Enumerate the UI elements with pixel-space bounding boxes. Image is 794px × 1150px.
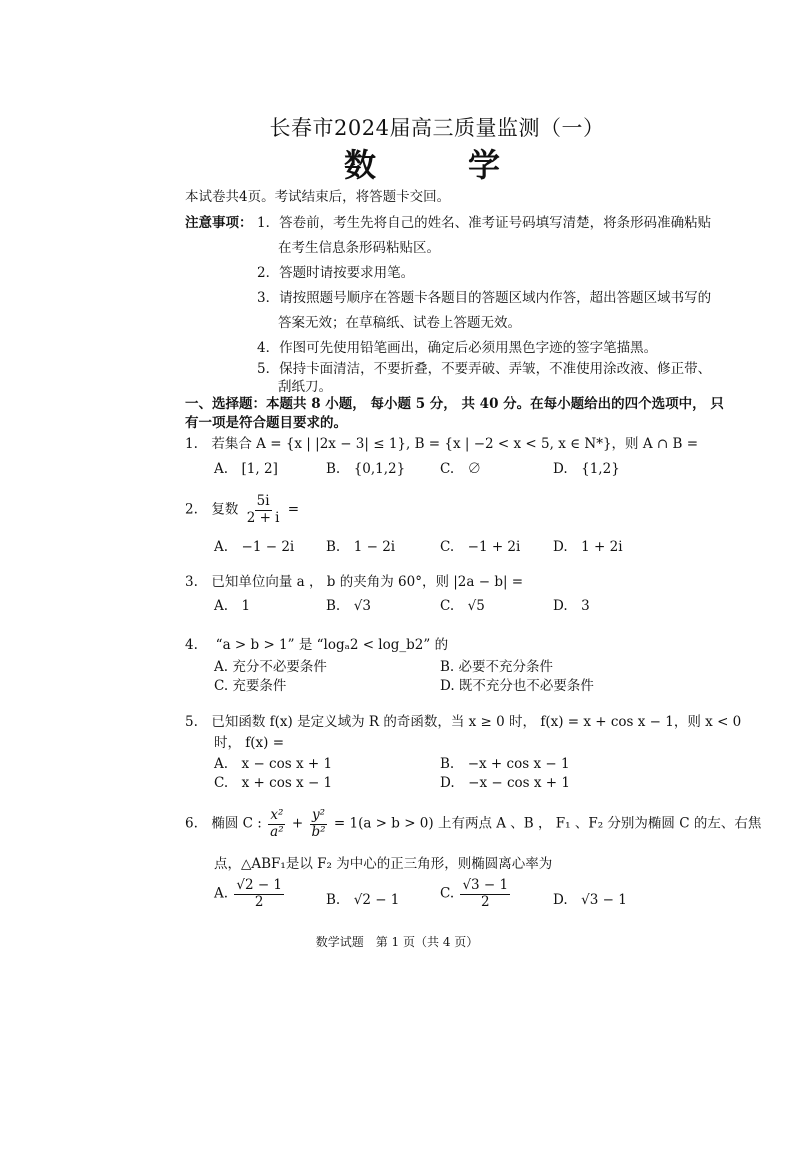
question-3-stem: 3. 已知单位向量 a ， b 的夹角为 60°，则 |2a − b| = <box>185 574 524 590</box>
question-2-fraction-numerator: 5i <box>256 493 270 509</box>
question-4-option-d: D. 既不充分也不必要条件 <box>440 678 594 694</box>
question-6-suffix: = 1(a > b > 0) 上有两点 A 、B ， F₁ 、F₂ 分别为椭圆 C 的左、右焦 <box>333 815 762 832</box>
question-3-option-b: B. √3 <box>326 598 371 614</box>
question-4-stem: 4. “a > b > 1” 是 “logₐ2 < log_b2” 的 <box>185 637 449 653</box>
question-6-fraction-y-denominator: b² <box>311 823 326 840</box>
note-item-1-cont: 在考生信息条形码粘贴区。 <box>278 240 440 256</box>
question-2-prefix: 2. 复数 <box>185 501 239 518</box>
note-item-2: 2．答题时请按要求用笔。 <box>257 265 415 281</box>
question-6-stem <box>185 808 761 840</box>
note-item-5-cont: 刮纸刀。 <box>278 379 332 395</box>
question-2-fraction <box>245 494 282 526</box>
question-6-stem-cont: 点，△ABF₁是以 F₂ 为中心的正三角形，则椭圆离心率为 <box>214 856 553 872</box>
question-2-option-a: A. −1 − 2i <box>214 539 295 555</box>
question-6-plus: + <box>291 815 304 832</box>
question-6-option-d: D. √3 − 1 <box>553 892 627 908</box>
question-6-option-b: B. √2 − 1 <box>326 892 400 908</box>
question-5-stem: 5. 已知函数 f(x) 是定义域为 R 的奇函数，当 x ≥ 0 时， f(x) = x + cos x − 1，则 x < 0 <box>185 714 742 730</box>
question-4-option-b: B. 必要不充分条件 <box>440 659 554 675</box>
note-item-3-cont: 答案无效；在草稿纸、试卷上答题无效。 <box>278 315 521 331</box>
intro-text: 本试卷共4页。考试结束后，将答题卡交回。 <box>185 189 451 205</box>
notes-label: 注意事项： <box>185 215 253 231</box>
question-6-fraction-x-numerator: x² <box>270 807 284 823</box>
question-5-option-b: B. −x + cos x − 1 <box>440 756 570 772</box>
question-6-option-c-label: C. <box>440 885 455 902</box>
section1-heading: 一、选择题：本题共 8 小题， 每小题 5 分， 共 40 分。在每小题给出的四个选项中， 只 <box>185 396 724 412</box>
note-item-4: 4．作图可先使用铅笔画出，确定后必须用黑色字迹的签字笔描黑。 <box>257 340 658 356</box>
question-6-option-c-numerator: √3 − 1 <box>462 877 509 893</box>
question-6-fraction-x-denominator: a² <box>270 823 284 840</box>
section1-heading-cont: 有一项是符合题目要求的。 <box>185 415 347 431</box>
question-3-option-a: A. 1 <box>214 598 251 614</box>
question-2-stem <box>185 494 299 526</box>
question-2-option-c: C. −1 + 2i <box>440 539 521 555</box>
question-6-option-a <box>214 878 286 910</box>
exam-title: 长春市2024届高三质量监测（一） <box>269 116 605 140</box>
question-6-option-c <box>440 878 512 910</box>
question-1-option-a: A. [1, 2] <box>214 461 278 477</box>
question-5-option-c: C. x + cos x − 1 <box>214 775 333 791</box>
question-1-option-d: D. {1,2} <box>553 461 620 477</box>
question-3-option-c: C. √5 <box>440 598 485 614</box>
question-6-option-a-denominator: 2 <box>254 893 264 910</box>
question-6-fraction-y <box>310 808 328 840</box>
question-6-option-c-fraction <box>460 878 510 910</box>
question-1-option-b: B. {0,1,2} <box>326 461 406 477</box>
page-footer: 数学试题 第 1 页（共 4 页） <box>315 935 479 949</box>
question-6-fraction-y-numerator: y² <box>312 807 326 823</box>
question-2-suffix: = <box>287 501 300 518</box>
note-item-3: 3．请按照题号顺序在答题卡各题目的答题区域内作答，超出答题区域书写的 <box>257 290 712 306</box>
question-2-fraction-denominator: 2 + i <box>246 509 280 526</box>
question-3-option-d: D. 3 <box>553 598 590 614</box>
question-1-option-c: C. ∅ <box>440 461 482 477</box>
question-6-option-c-denominator: 2 <box>480 893 490 910</box>
note-item-5: 5．保持卡面清洁，不要折叠，不要弄破、弄皱，不准使用涂改液、修正带、 <box>257 361 712 377</box>
question-2-option-d: D. 1 + 2i <box>553 539 623 555</box>
question-5-option-a: A. x − cos x + 1 <box>214 756 333 772</box>
question-6-option-a-label: A. <box>214 885 229 902</box>
subject-title: 数 学 <box>343 146 530 184</box>
note-item-1: 1．答卷前，考生先将自己的姓名、准考证号码填写清楚，将条形码准确粘贴 <box>257 215 712 231</box>
question-5-option-d: D. −x − cos x + 1 <box>440 775 570 791</box>
question-6-fraction-x <box>268 808 285 840</box>
question-2-option-b: B. 1 − 2i <box>326 539 396 555</box>
question-4-option-c: C. 充要条件 <box>214 678 287 694</box>
question-1-stem: 1. 若集合 A = {x | |2x − 3| ≤ 1}, B = {x | −2 < x < 5, x ∈ N*}，则 A ∩ B = <box>185 436 699 452</box>
question-5-stem-cont: 时， f(x) = <box>214 735 285 751</box>
question-6-prefix: 6. 椭圆 C : <box>185 815 262 832</box>
question-6-option-a-fraction <box>234 878 284 910</box>
question-6-option-a-numerator: √2 − 1 <box>236 877 283 893</box>
question-4-option-a: A. 充分不必要条件 <box>214 659 327 675</box>
